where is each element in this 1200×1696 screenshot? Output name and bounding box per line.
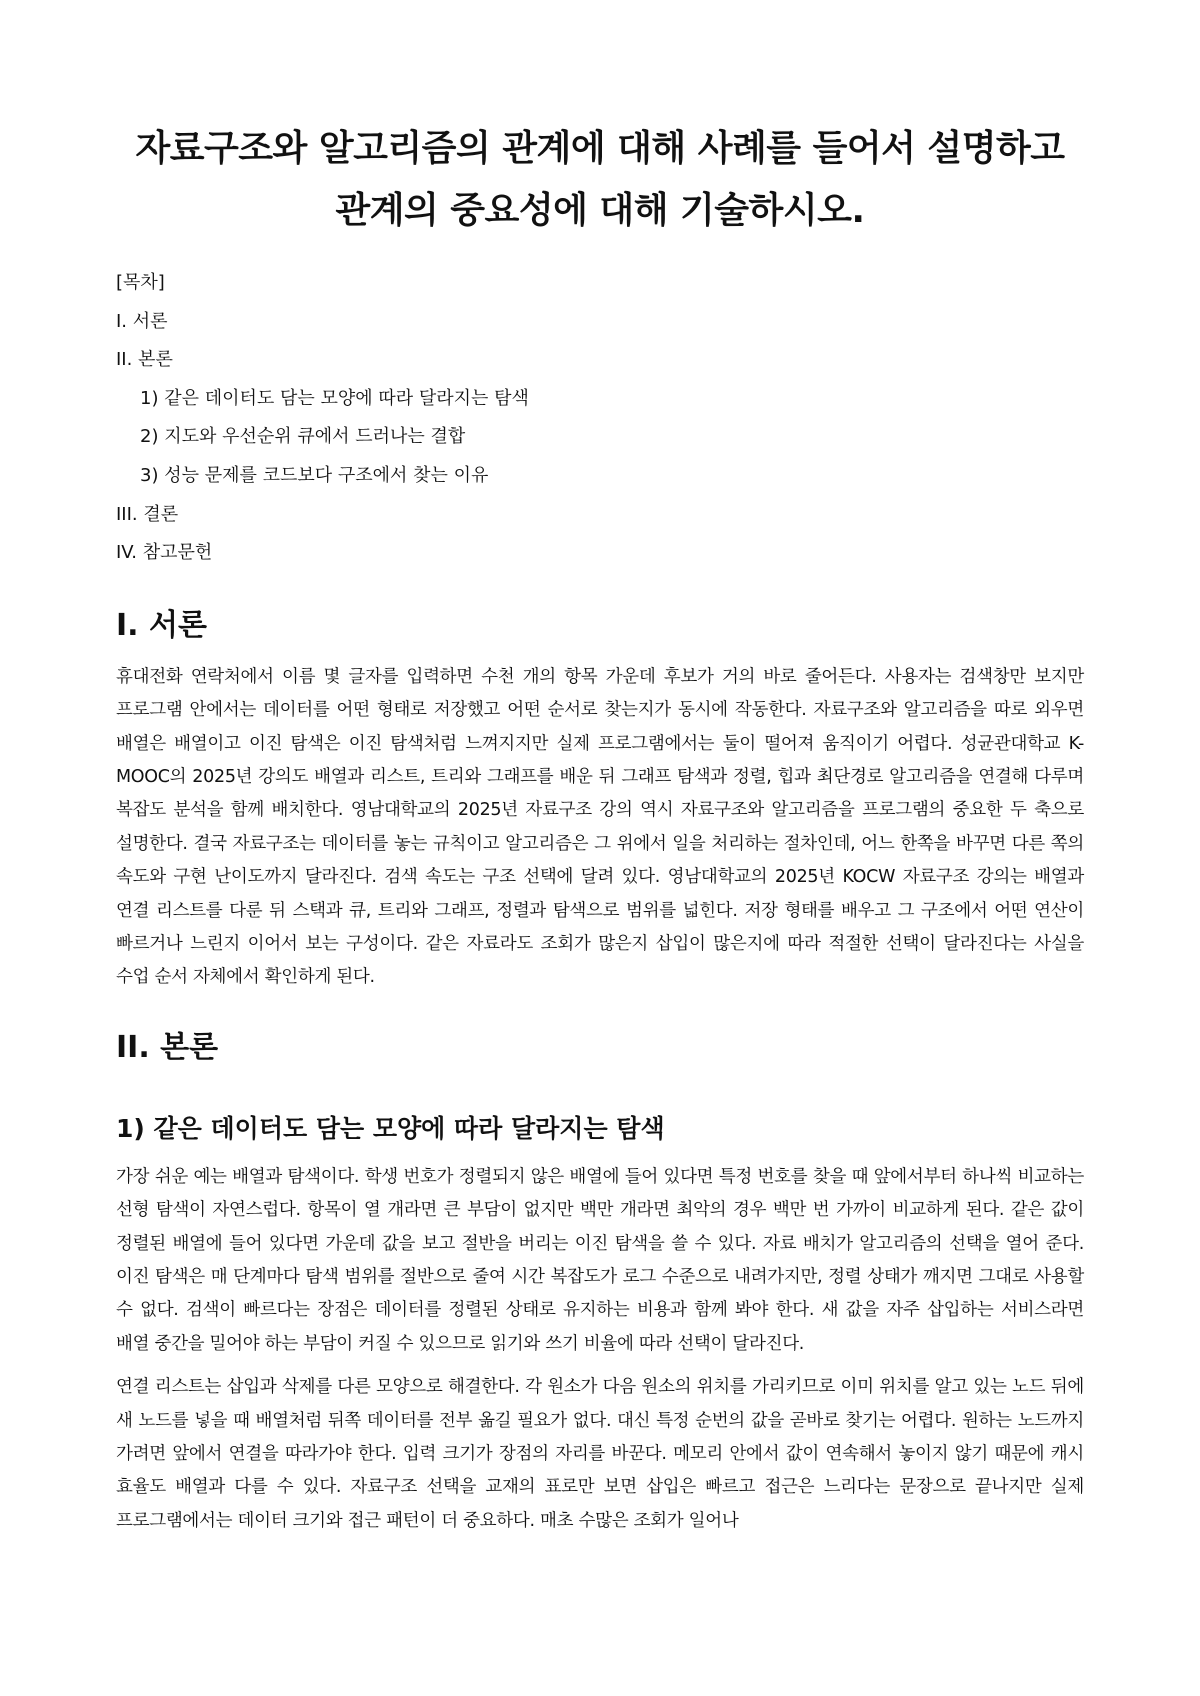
section-heading-body: II. 본론 <box>116 1029 219 1065</box>
section-heading-intro: I. 서론 <box>116 607 207 643</box>
toc-item-body-3: 3) 성능 문제를 코드보다 구조에서 찾는 이유 <box>140 464 489 486</box>
toc-item-references: IV. 참고문헌 <box>116 542 213 564</box>
subsection-heading-1: 1) 같은 데이터도 담는 모양에 따라 달라지는 탐색 <box>116 1113 665 1143</box>
intro-paragraph: 휴대전화 연락처에서 이름 몇 글자를 입력하면 수천 개의 항목 가운데 후보가 거의 바로 줄어든다. 사용자는 검색창만 보지만 프로그램 안에서는 데이터를 어떤 형태로 저장했고 어떤 순서로 찾는지가 동시에 작동한다. 자료구조와 알고리즘을 따로 외우면 배열은 배열이고 이진 탐색은 이진 탐색처럼 느껴지지만 실제 프로그램에서는 둘이 떨어져 움직이기 어렵다. 성균관대학교 K-MOOC의 2025년 강의도 배열과 리스트, 트리와 그래프를 배운 뒤 그래프 탐색과 정렬, 힙과 최단경로 알고리즘을 연결해 다루며 복잡도 분석을 함께 배치한다. 영남대학교의 2025년 자료구조 강의 역시 자료구조와 알고리즘을 프로그램의 중요한 두 축으로 설명한다. 결국 자료구조는 데이터를 놓는 규칙이고 알고리즘은 그 위에서 일을 처리하는 절차인데, 어느 한쪽을 바꾸면 다른 쪽의 속도와 구현 난이도까지 달라진다. 검색 속도는 구조 선택에 달려 있다. 영남대학교의 2025년 KOCW 자료구조 강의는 배열과 연결 리스트를 다룬 뒤 스택과 큐, 트리와 그래프, 정렬과 탐색으로 범위를 넓힌다. 저장 형태를 배우고 그 구조에서 어떤 연산이 빠르거나 느린지 이어서 보는 구성이다. 같은 자료라도 조회가 많은지 삽입이 많은지에 따라 적절한 선택이 달라진다는 사실을 수업 순서 자체에서 확인하게 된다. <box>116 666 1084 988</box>
toc-item-intro: I. 서론 <box>116 310 168 332</box>
toc-item-body-1: 1) 같은 데이터도 담는 모양에 따라 달라지는 탐색 <box>140 387 529 409</box>
body-paragraph-1: 가장 쉬운 예는 배열과 탐색이다. 학생 번호가 정렬되지 않은 배열에 들어 있다면 특정 번호를 찾을 때 앞에서부터 하나씩 비교하는 선형 탐색이 자연스럽다. 항목이 열 개라면 큰 부담이 없지만 백만 개라면 최악의 경우 백만 번 가까이 비교하게 된다. 같은 값이 정렬된 배열에 들어 있다면 가운데 값을 보고 절반을 버리는 이진 탐색을 쓸 수 있다. 자료 배치가 알고리즘의 선택을 열어 준다. 이진 탐색은 매 단계마다 탐색 범위를 절반으로 줄여 시간 복잡도가 로그 수준으로 내려가지만, 정렬 상태가 깨지면 그대로 사용할 수 없다. 검색이 빠르다는 장점은 데이터를 정렬된 상태로 유지하는 비용과 함께 봐야 한다. 새 값을 자주 삽입하는 서비스라면 배열 중간을 밀어야 하는 부담이 커질 수 있으므로 읽기와 쓰기 비율에 따라 선택이 달라진다. <box>116 1166 1084 1354</box>
toc-heading: [목차] <box>116 272 165 293</box>
table-of-contents <box>116 264 1084 573</box>
body-paragraph-2: 연결 리스트는 삽입과 삭제를 다른 모양으로 해결한다. 각 원소가 다음 원소의 위치를 가리키므로 이미 위치를 알고 있는 노드 뒤에 새 노드를 넣을 때 배열처럼 뒤쪽 데이터를 전부 옮길 필요가 없다. 대신 특정 순번의 값을 곧바로 찾기는 어렵다. 원하는 노드까지 가려면 앞에서 연결을 따라가야 한다. 입력 크기가 장점의 자리를 바꾼다. 메모리 안에서 값이 연속해서 놓이지 않기 때문에 캐시 효율도 배열과 다를 수 있다. 자료구조 선택을 교재의 표로만 보면 삽입은 빠르고 접근은 느리다는 문장으로 끝나지만 실제 프로그램에서는 데이터 크기와 접근 패턴이 더 중요하다. 매초 수많은 조회가 일어나 <box>116 1377 1084 1531</box>
toc-item-conclusion: III. 결론 <box>116 503 179 525</box>
toc-item-body: II. 본론 <box>116 349 173 371</box>
document-title: 자료구조와 알고리즘의 관계에 대해 사례를 들어서 설명하고 관계의 중요성에 대해 기술하시오. <box>135 128 1065 231</box>
toc-item-body-2: 2) 지도와 우선순위 큐에서 드러나는 결합 <box>140 426 466 448</box>
